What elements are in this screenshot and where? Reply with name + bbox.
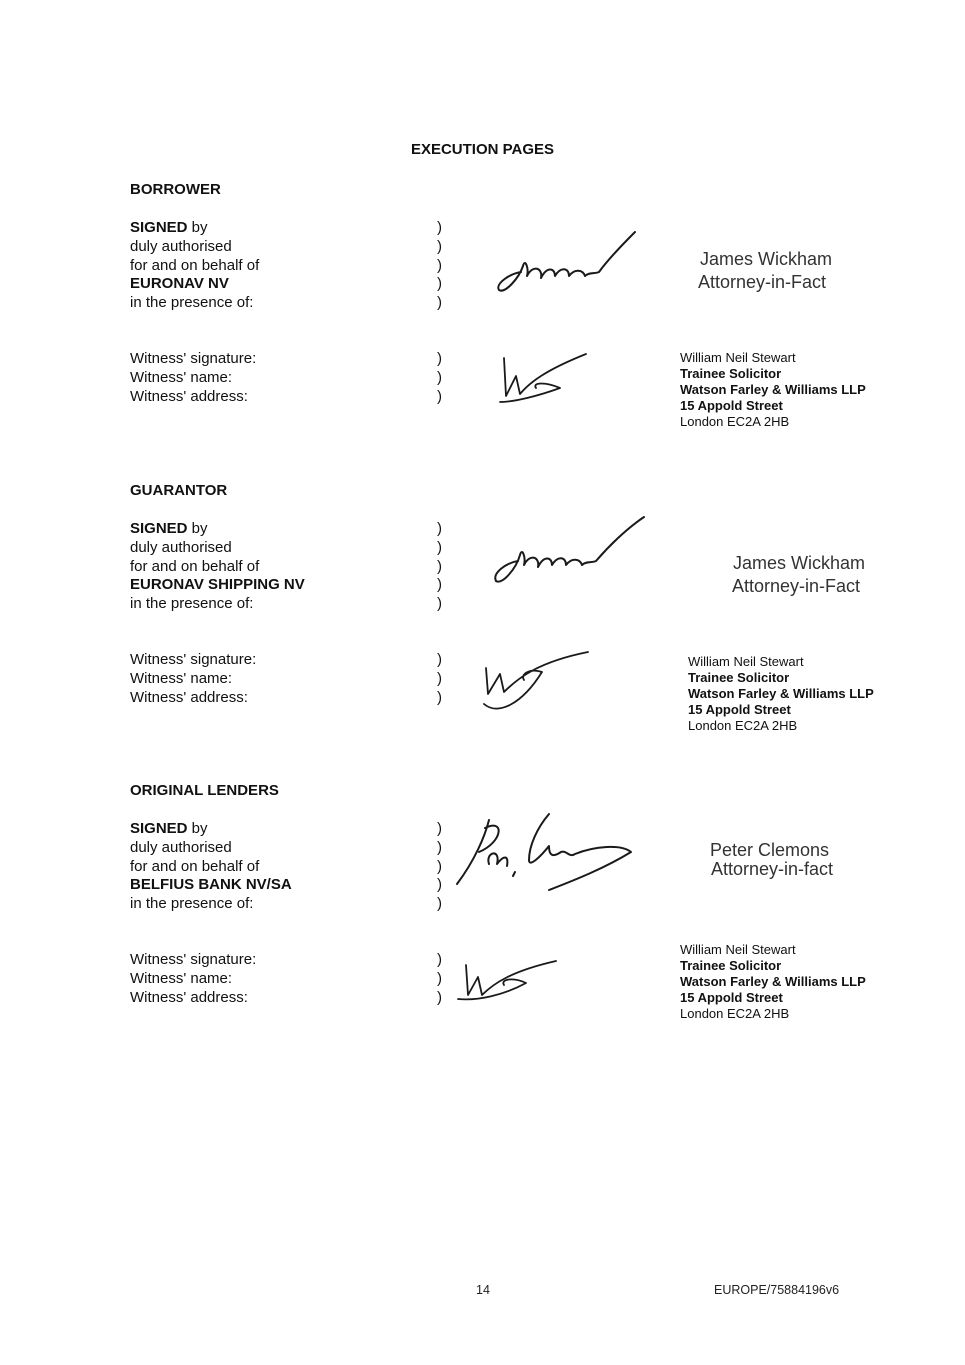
witness-signature <box>452 955 562 1010</box>
signatory-signature <box>485 228 645 298</box>
signatory-name: James Wickham <box>733 553 866 573</box>
signatory-name: James Wickham <box>700 249 833 269</box>
entity-name: EURONAV SHIPPING NV <box>130 576 305 594</box>
by-label: by <box>187 820 208 837</box>
signed-label: SIGNED <box>130 520 188 537</box>
witness-address-label: Witness' address: <box>130 988 248 1006</box>
signing-block-original-lenders <box>130 820 292 914</box>
on-behalf-label: for and on behalf of <box>130 557 260 575</box>
document-reference: EUROPE/75884196v6 <box>714 1283 840 1297</box>
bracket-column: ) ) ) <box>437 951 442 1006</box>
page-title: EXECUTION PAGES <box>410 141 555 158</box>
entity-name: EURONAV NV <box>130 275 229 293</box>
witness-stamp: William Neil Stewart Trainee Solicitor Watson Farley & Williams LLP 15 Appold Street London EC2A 2HB <box>688 654 874 733</box>
by-label: by <box>187 219 208 236</box>
on-behalf-label: for and on behalf of <box>130 857 260 875</box>
presence-label: in the presence of: <box>130 895 254 913</box>
witness-address-label: Witness' address: <box>130 688 248 706</box>
signed-label: SIGNED <box>130 820 188 837</box>
witness-name-label: Witness' name: <box>130 368 233 386</box>
signatory-title: Attorney-in-Fact <box>698 272 827 292</box>
on-behalf-label: for and on behalf of <box>130 256 260 274</box>
signing-block-borrower <box>130 219 259 313</box>
presence-label: in the presence of: <box>130 595 254 613</box>
bracket-column: ) ) ) ) ) <box>437 820 442 913</box>
presence-label: in the presence of: <box>130 294 254 312</box>
witness-signature-label: Witness' signature: <box>130 951 257 968</box>
witness-signature-label: Witness' signature: <box>130 651 257 668</box>
witness-stamp: William Neil Stewart Trainee Solicitor Watson Farley & Williams LLP 15 Appold Street London EC2A 2HB <box>680 942 866 1021</box>
witness-signature-label: Witness' signature: <box>130 350 257 367</box>
witness-name-label: Witness' name: <box>130 969 233 987</box>
bracket-column: ) ) ) ) ) <box>437 219 442 312</box>
witness-signature <box>490 352 590 407</box>
witness-signature <box>478 648 593 718</box>
witness-block-borrower <box>130 350 256 406</box>
signatory-name: Peter Clemons <box>710 840 830 860</box>
witness-block-original-lenders <box>130 951 256 1007</box>
entity-name: BELFIUS BANK NV/SA <box>130 876 292 894</box>
signatory-signature <box>445 812 640 902</box>
page-number: 14 <box>476 1283 490 1297</box>
signatory-signature <box>480 515 650 590</box>
section-heading-borrower: BORROWER <box>130 181 221 198</box>
duly-authorised-label: duly authorised <box>130 838 232 856</box>
witness-name-label: Witness' name: <box>130 669 233 687</box>
duly-authorised-label: duly authorised <box>130 237 232 255</box>
signatory-title: Attorney-in-fact <box>711 859 834 879</box>
bracket-column: ) ) ) ) ) <box>437 520 442 613</box>
witness-stamp: William Neil Stewart Trainee Solicitor Watson Farley & Williams LLP 15 Appold Street London EC2A 2HB <box>680 350 866 429</box>
duly-authorised-label: duly authorised <box>130 538 232 556</box>
signatory-title: Attorney-in-Fact <box>732 576 861 596</box>
bracket-column: ) ) ) <box>437 350 442 405</box>
section-heading-guarantor: GUARANTOR <box>130 482 228 499</box>
witness-address-label: Witness' address: <box>130 387 248 405</box>
signing-block-guarantor <box>130 520 305 614</box>
section-heading-original-lenders: ORIGINAL LENDERS <box>130 782 279 799</box>
signed-label: SIGNED <box>130 219 188 236</box>
by-label: by <box>187 520 208 537</box>
bracket-column: ) ) ) <box>437 651 442 706</box>
witness-block-guarantor <box>130 651 256 707</box>
